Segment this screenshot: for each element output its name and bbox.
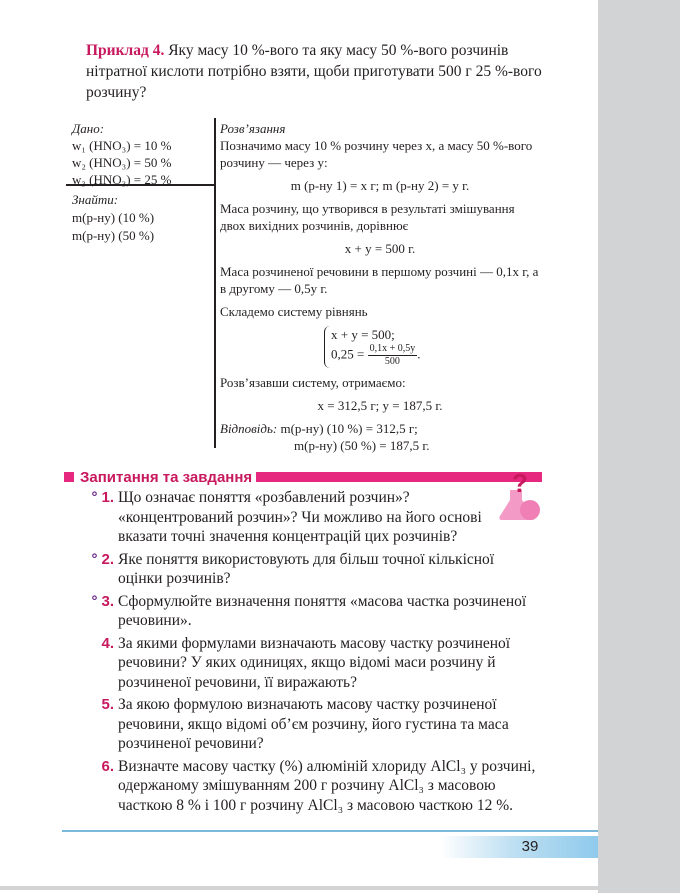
question-item (68, 488, 542, 547)
solution-paragraph: Розв’язавши систему, отримаємо: (220, 375, 406, 390)
question-number (68, 592, 114, 612)
system-equation-1: x + y = 500; (331, 327, 395, 342)
page-number: 39 (521, 838, 539, 855)
example-text: Яку масу 10 %-вого та яку масу 50 %-вого розчинів нітратної кислоти потрібно взяти, щоби приготувати 500 г 25 %-вого розчину? (86, 42, 542, 101)
svg-text:?: ? (512, 470, 528, 498)
vertical-divider (214, 118, 216, 448)
solution-paragraph: Маса розчиненої речовини в першому розчині — 0,1x г, а в другому — 0,5y г. (220, 264, 539, 296)
question-number (68, 550, 114, 570)
given-line: w₁ (HNO₃) = 10 % (72, 138, 172, 153)
example-paragraph (86, 40, 556, 103)
question-index: 3. (101, 592, 114, 610)
example-label: Приклад 4. (86, 42, 165, 59)
answer-value-1: m(р-ну) (10 %) = 312,5 г; (277, 421, 418, 436)
question-text: За якими формулами визначають масову частку розчиненої речовини? У яких одиницях, якщо відомі маси розчину й розчиненої речовини, її виражають? (118, 634, 511, 691)
given-title: Дано: (72, 121, 105, 136)
question-item (68, 592, 542, 631)
solution-paragraph: Маса розчину, що утворився в результаті змішування двох вихідних розчинів, дорівнює (220, 201, 515, 233)
answer-line-2: m(р-ну) (50 %) = 187,5 г. (294, 438, 430, 453)
given-section (72, 120, 212, 188)
question-number (68, 488, 114, 508)
difficulty-marker: ° (91, 592, 98, 610)
fraction-numerator: 0,1x + 0,5y (369, 343, 416, 354)
find-section (72, 191, 212, 245)
question-text: Що означає поняття «розбавлений розчин»? «концентрований розчин»? Чи можливо на його основі вказати точні значення концентрацій цих розчинів? (118, 489, 482, 545)
find-line: m(р-ну) (10 %) (72, 210, 155, 225)
solution-paragraph: Позначимо масу 10 % розчину через x, а масу 50 %-вого розчину — через y: (220, 138, 533, 170)
system-fraction (368, 343, 421, 368)
equation-system (324, 326, 461, 368)
bottom-edge (0, 886, 598, 890)
find-title: Знайти: (72, 192, 119, 207)
system-equation-2 (331, 343, 461, 368)
solution-title: Розв’язання (220, 121, 286, 136)
problem-solution-block (66, 116, 546, 453)
answer-label: Відповідь: (220, 421, 278, 436)
system-eq2-left: 0,25 = (331, 346, 365, 362)
header-square-icon (64, 472, 74, 482)
page-side-strip (598, 0, 680, 893)
question-item (68, 550, 542, 589)
question-text: Визначте масову частку (%) алюміній хлориду AlCl₃ у розчині, одержаному змішуванням 200 г розчину AlCl₃ з масовою часткою 8 % і 100 г розчину AlCl₃ з масовою часткою 12 %. (118, 757, 536, 814)
question-text: Сформулюйте визначення поняття «масова частка розчиненої речовини». (118, 592, 527, 629)
question-number (68, 695, 114, 715)
question-index: 1. (101, 489, 114, 506)
question-number (68, 757, 114, 777)
solution-section (220, 120, 540, 454)
question-index: 4. (101, 634, 114, 652)
solution-formula: m (р-ну 1) = x г; m (р-ну 2) = y г. (290, 178, 470, 193)
footer-rule (62, 830, 598, 832)
solution-formula: x = 312,5 г; y = 187,5 г. (317, 398, 443, 413)
answer-line-1 (220, 420, 540, 437)
solution-formula: x + y = 500 г. (344, 241, 416, 256)
question-number (68, 634, 114, 654)
question-index: 2. (101, 550, 114, 568)
solution-paragraph: Складемо систему рівнянь (220, 304, 368, 319)
question-index: 6. (101, 757, 114, 775)
difficulty-marker: ° (91, 489, 98, 506)
question-item (68, 634, 542, 693)
question-text: Яке поняття використовують для більш точної кількісної оцінки розчинів? (118, 550, 495, 587)
given-line: w₂ (HNO₃) = 50 % (72, 155, 172, 170)
questions-list (68, 488, 542, 818)
questions-header (64, 469, 542, 485)
fraction-denominator: 500 (384, 356, 400, 367)
question-item (68, 695, 542, 754)
find-line: m(р-ну) (50 %) (72, 228, 155, 243)
question-index: 5. (101, 696, 114, 713)
system-eq2-end: . (417, 346, 421, 362)
questions-title: Запитання та завдання (80, 468, 253, 486)
difficulty-marker: ° (91, 550, 98, 568)
given-line: w₃ (HNO₃) = 25 % (72, 172, 172, 187)
question-text: За якою формулою визначають масову частку розчиненої речовини, якщо відомі об’єм розчину, його густина та маса розчиненої речовини? (118, 696, 509, 752)
question-item (68, 757, 542, 816)
